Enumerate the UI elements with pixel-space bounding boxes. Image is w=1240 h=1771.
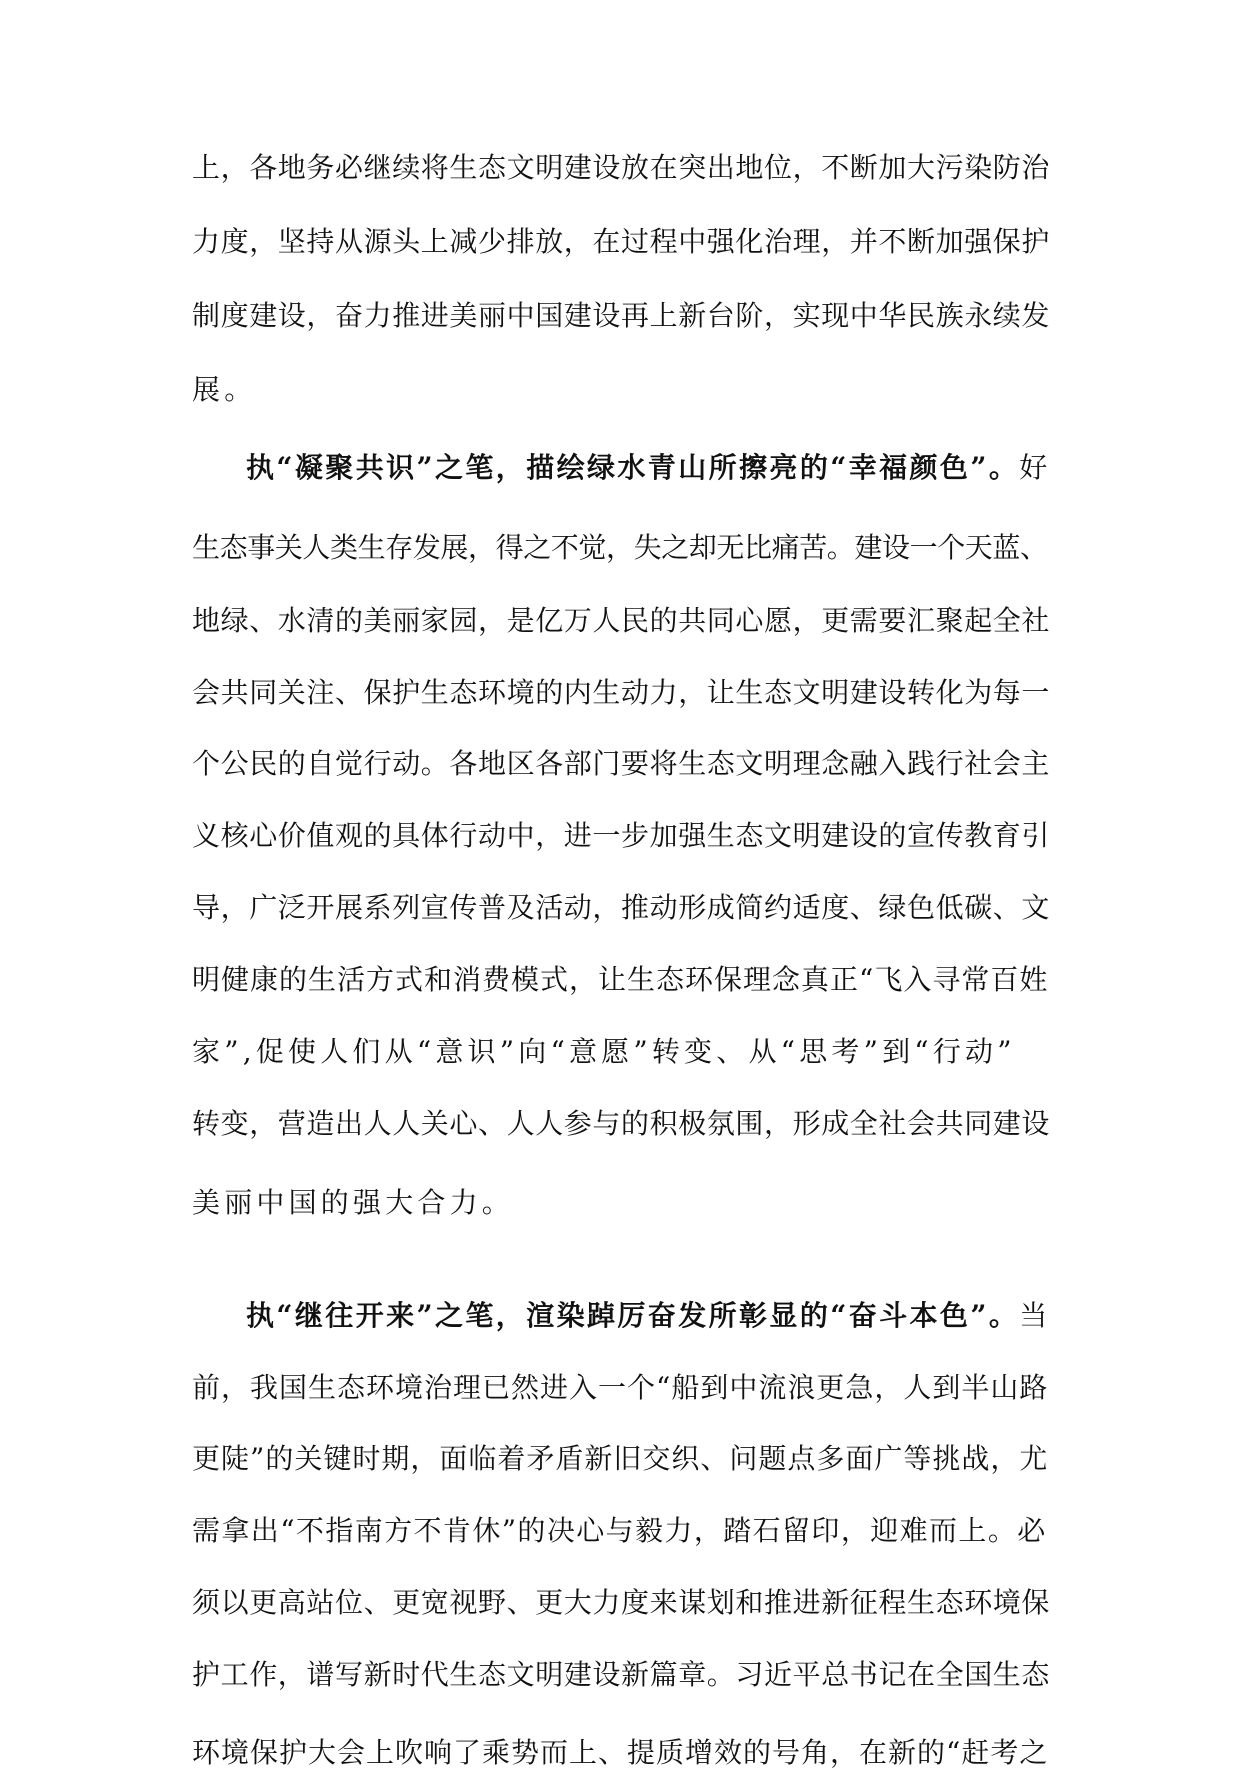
paragraph-2-heading: 执“凝聚共识”之笔，描绘绿水青山所擦亮的“幸福颜色”。: [246, 451, 1020, 484]
paragraph-2-line-10: 美丽中国的强大合力。: [192, 1186, 515, 1219]
paragraph-2-line-4: 个公民的自觉行动。各地区各部门要将生态文明理念融入践行社会主: [192, 747, 1051, 780]
paragraph-3-line-1: 前，我国生态环境治理已然进入一个“船到中流浪更急，人到半山路: [192, 1371, 1049, 1404]
paragraph-3-line-5: 护工作，谱写新时代生态文明建设新篇章。习近平总书记在全国生态: [192, 1658, 1051, 1691]
paragraph-3-line-6: 环境保护大会上吹响了乘势而上、提质增效的号角，在新的“赶考之: [192, 1736, 1049, 1769]
paragraph-3-line-3: 需拿出“不指南方不肯休”的决心与毅力，踏石留印，迎难而上。必: [192, 1514, 1047, 1547]
paragraph-1-line-4: 展。: [192, 373, 257, 406]
paragraph-1-line-1: 上，各地务必继续将生态文明建设放在突出地位，不断加大污染防治: [192, 151, 1051, 184]
paragraph-3-line-4: 须以更高站位、更宽视野、更大力度来谋划和推进新征程生态环境保: [192, 1586, 1051, 1619]
paragraph-2-heading-tail: 好: [1019, 451, 1050, 484]
paragraph-2-line-3: 会共同关注、保护生态环境的内生动力，让生态文明建设转化为每一: [192, 676, 1051, 709]
paragraph-2-line-7: 明健康的生活方式和消费模式，让生态环保理念真正“飞入寻常百姓: [192, 963, 1049, 996]
paragraph-2-line-6: 导，广泛开展系列宣传普及活动，推动形成简约适度、绿色低碳、文: [192, 891, 1051, 924]
paragraph-1-line-3: 制度建设，奋力推进美丽中国建设再上新台阶，实现中华民族永续发: [192, 299, 1051, 332]
paragraph-2-line-1: 生态事关人类生存发展，得之不觉，失之却无比痛苦。建设一个天蓝、: [192, 531, 1048, 564]
paragraph-3-heading: 执“继往开来”之笔，渲染踔厉奋发所彰显的“奋斗本色”。: [246, 1299, 1020, 1332]
paragraph-3-first-line: [246, 1298, 1052, 1334]
paragraph-1-line-2: 力度，坚持从源头上减少排放，在过程中强化治理，并不断加强保护: [192, 225, 1051, 258]
paragraph-3-heading-tail: 当: [1019, 1299, 1050, 1332]
paragraph-2-line-5: 义核心价值观的具体行动中，进一步加强生态文明建设的宣传教育引: [192, 819, 1051, 852]
paragraph-2-first-line: [246, 450, 1052, 486]
paragraph-2-line-8: 家”,促使人们从“意识”向“意愿”转变、从“思考”到“行动”: [192, 1035, 1016, 1068]
paragraph-2-line-2: 地绿、水清的美丽家园，是亿万人民的共同心愿，更需要汇聚起全社: [192, 604, 1051, 637]
paragraph-3-line-2: 更陡”的关键时期，面临着矛盾新旧交织、问题点多面广等挑战，尤: [192, 1442, 1049, 1475]
paragraph-2-line-9: 转变，营造出人人关心、人人参与的积极氛围，形成全社会共同建设: [192, 1107, 1051, 1140]
